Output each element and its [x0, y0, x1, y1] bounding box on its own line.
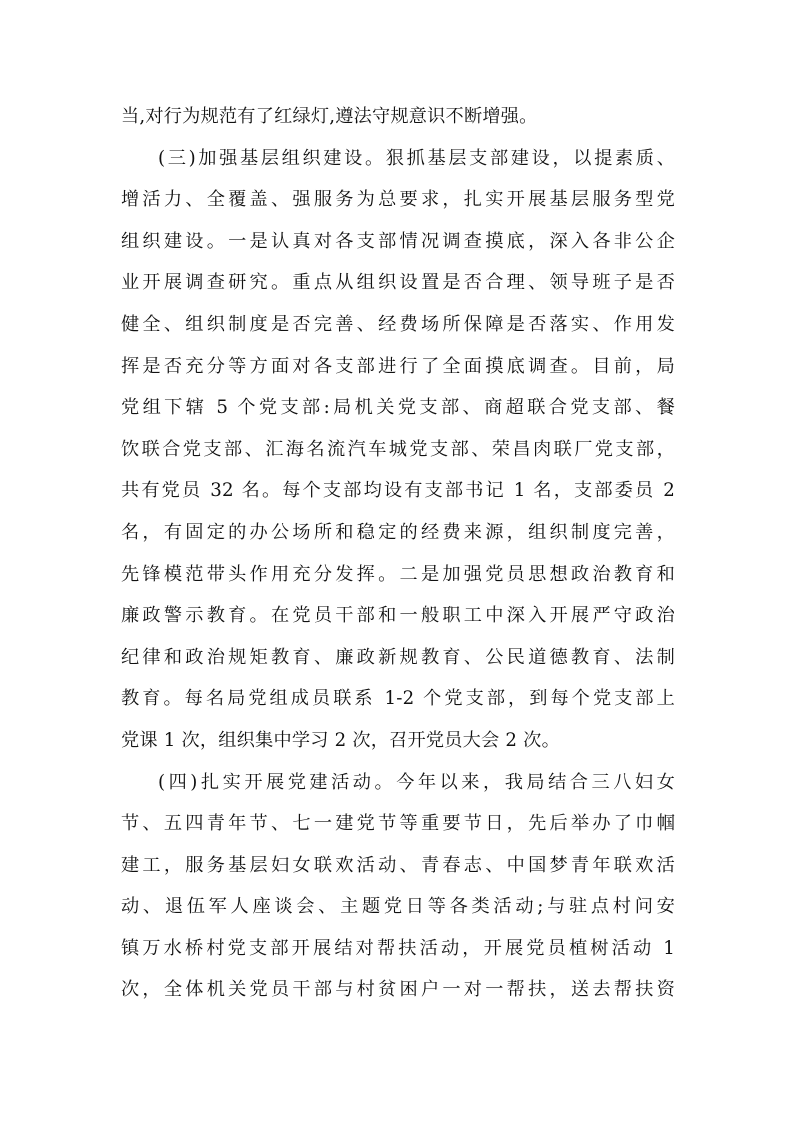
text-line: 建工，服务基层妇女联欢活动、青春志、中国梦青年联欢活: [121, 854, 675, 876]
text-line: 动、退伍军人座谈会、主题党日等各类活动;与驻点村问安: [121, 896, 675, 918]
text-line: 挥是否充分等方面对各支部进行了全面摸底调查。目前，局: [121, 355, 675, 377]
text-line: 业开展调查研究。重点从组织设置是否合理、领导班子是否: [121, 272, 675, 294]
text-line: 当,对行为规范有了红绿灯,遵法守规意识不断增强。: [121, 106, 538, 127]
text-line: 名，有固定的办公场所和稳定的经费来源，组织制度完善，: [121, 521, 675, 543]
text-line: 教育。每名局党组成员联系 1-2 个党支部，到每个党支部上: [121, 688, 675, 710]
text-line: 镇万水桥村党支部开展结对帮扶活动，开展党员植树活动 1: [121, 937, 675, 959]
text-line: 节、五四青年节、七一建党节等重要节日，先后举办了巾帼: [121, 813, 675, 835]
text-line: 党组下辖 5 个党支部:局机关党支部、商超联合党支部、餐: [121, 397, 675, 419]
text-line: 饮联合党支部、汇海名流汽车城党支部、荣昌肉联厂党支部，: [121, 438, 675, 460]
section-heading-line: (三)加强基层组织建设。狠抓基层支部建设，以提素质、: [158, 147, 675, 169]
text-line: 健全、组织制度是否完善、经费场所保障是否落实、作用发: [121, 313, 675, 335]
text-line: 组织建设。一是认真对各支部情况调查摸底，深入各非公企: [121, 230, 675, 252]
body-text: [121, 96, 675, 1011]
text-line: 增活力、全覆盖、强服务为总要求，扎实开展基层服务型党: [121, 189, 675, 211]
text-line: 纪律和政治规矩教育、廉政新规教育、公民道德教育、法制: [121, 646, 675, 668]
text-line: 廉政警示教育。在党员干部和一般职工中深入开展严守政治: [121, 605, 675, 627]
text-line: 党课 1 次，组织集中学习 2 次，召开党员大会 2 次。: [121, 729, 560, 751]
section-heading-line: (四)扎实开展党建活动。今年以来，我局结合三八妇女: [158, 771, 675, 793]
text-line: 共有党员 32 名。每个支部均设有支部书记 1 名，支部委员 2: [121, 480, 675, 502]
text-line: 先锋模范带头作用充分发挥。二是加强党员思想政治教育和: [121, 563, 675, 585]
text-line: 次，全体机关党员干部与村贫困户一对一帮扶，送去帮扶资: [121, 979, 675, 1001]
